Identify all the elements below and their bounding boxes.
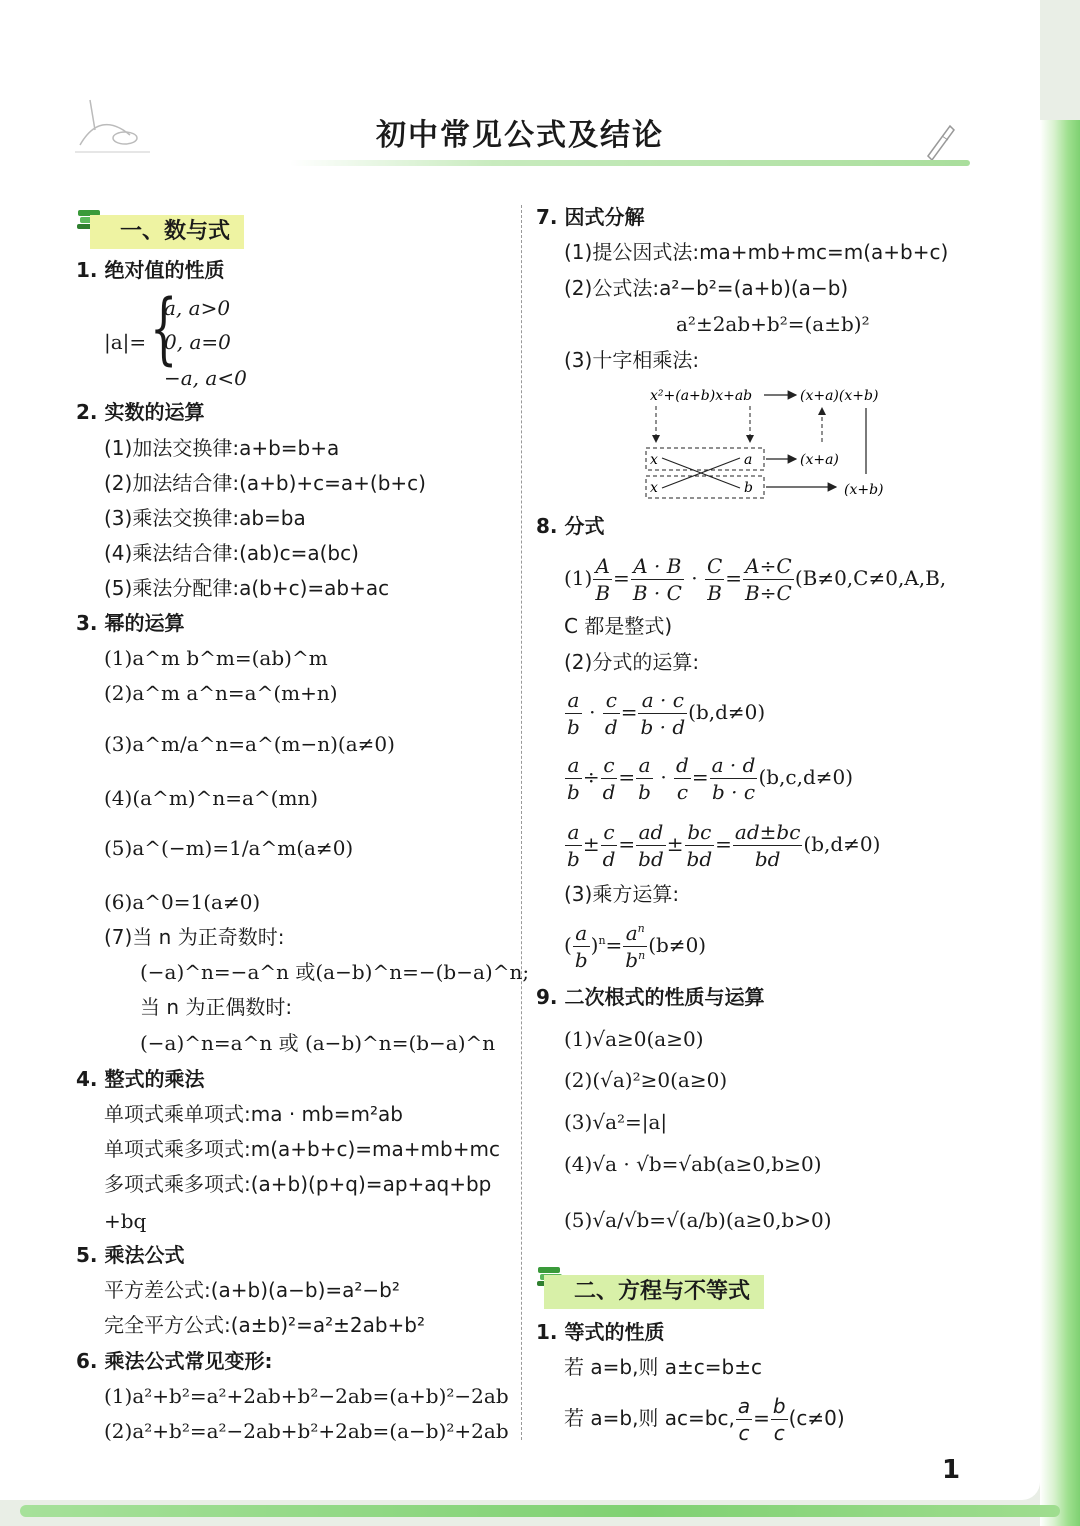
formula-line: (1)a²+b²=a²+2ab+b²−2ab=(a+b)²−2ab [104,1384,509,1408]
item-suffix: (b,d≠0) [803,832,881,856]
formula-line: (−a)^n=a^n 或 (a−b)^n=(b−a)^n [140,1031,496,1055]
item-prefix: 若 a=b,则 ac=bc, [564,1406,735,1430]
page-number: 1 [942,1455,961,1485]
diagram-r2-right: b [744,480,753,496]
brace-symbol: { [150,284,178,374]
formula-line: (4)乘法结合律:(ab)c=a(bc) [104,541,359,565]
diagram-top-result: (x+a)(x+b) [800,388,879,404]
abs-lhs: |a|= [104,330,147,354]
formula-line: (2)(√a)²≥0(a≥0) [564,1068,728,1092]
formula-line: (4)√a · √b=√ab(a≥0,b≥0) [564,1152,822,1176]
formula-line: +bq [104,1209,147,1233]
column-divider [521,205,522,1440]
formula-line: (1)a^m b^m=(ab)^m [104,646,328,670]
item-suffix: (c≠0) [788,1406,845,1430]
formula-line: (2)a^m a^n=a^(m+n) [104,681,338,705]
formula-line: (5)a^(−m)=1/a^m(a≠0) [104,836,354,860]
diagram-r2-result: (x+b) [844,482,884,498]
formula-line: 完全平方公式:(a±b)²=a²±2ab+b² [104,1313,426,1337]
formula-line: 当 n 为正偶数时: [140,995,293,1019]
item-suffix: (b,d≠0) [688,700,766,724]
formula-line: 单项式乘多项式:m(a+b+c)=ma+mb+mc [104,1137,500,1161]
formula-line: 单项式乘单项式:ma · mb=m²ab [104,1102,403,1126]
formula-line: (2)公式法:a²−b²=(a+b)(a−b) [564,276,849,300]
formula-line: C 都是整式) [564,614,673,638]
title-underline [290,160,970,166]
subsection-title: 9. 二次根式的性质与运算 [536,985,765,1009]
abs-case: 0, a=0 [164,330,231,354]
formula-line: (4)(a^m)^n=a^(mn) [104,786,319,810]
formula-line: (5)√a/√b=√(a/b)(a≥0,b>0) [564,1208,832,1232]
green-bottom-edge [20,1505,1060,1517]
cross-multiplication-diagram [640,380,900,505]
formula-line: (3)a^m/a^n=a^(m−n)(a≠0) [104,732,395,756]
fraction-rule-1: (1) $\frac{A}{B}$ = $\frac{A \cdot B}{B \cdot C}$ · $\frac{C}{B}$ = $\frac{A\div C}{B\div C}$ (B≠0,C≠0,A,B, [564,554,947,605]
abs-case: a, a>0 [164,296,231,320]
diagram-top-label: x²+(a+b)x+ab [650,388,753,404]
formula-line: (3)乘方运算: [564,882,680,906]
subsection-title: 8. 分式 [536,514,605,538]
section-heading-equations: 二、方程与不等式 [544,1275,764,1309]
diagram-r2-left: x [650,480,658,496]
formula-line: (−a)^n=−a^n 或(a−b)^n=−(b−a)^n; [140,960,530,984]
subsection-title: 1. 绝对值的性质 [76,258,225,282]
fraction-divide-rule: $\frac{a}{b}$ ÷ $\frac{c}{d}$ = $\frac{a}{b}$ · $\frac{d}{c}$ = $\frac{a \cdot d}{b \cdot c}$ (b,c,d≠0) [567,753,854,804]
formula-line: (5)乘法分配律:a(b+c)=ab+ac [104,576,390,600]
formula-line: 平方差公式:(a+b)(a−b)=a²−b² [104,1278,400,1302]
formula-line: (1)√a≥0(a≥0) [564,1027,704,1051]
formula-line: 若 a=b,则 a±c=b±c [564,1355,762,1379]
item-suffix: (b,c,d≠0) [758,765,854,789]
item-suffix: (b≠0) [648,933,707,957]
diagram-r1-result: (x+a) [800,452,839,468]
section-heading-numbers: 一、数与式 [90,215,244,249]
subsection-title: 1. 等式的性质 [536,1320,665,1344]
subsection-title: 7. 因式分解 [536,205,645,229]
formula-line: 多项式乘多项式:(a+b)(p+q)=ap+aq+bp [104,1172,492,1196]
fraction-add-rule: $\frac{a}{b}$ ± $\frac{c}{d}$ = $\frac{ad}{bd}$ ± $\frac{bc}{bd}$ = $\frac{ad\pm bc}{bd}$ (b,d≠0) [567,820,881,871]
page-title: 初中常见公式及结论 [376,118,664,153]
formula-line: (3)√a²=|a| [564,1110,668,1134]
fraction-multiply-rule: $\frac{a}{b}$ · $\frac{c}{d}$ = $\frac{a \cdot c}{b \cdot d}$ (b,d≠0) [567,688,766,739]
fraction-power-rule: ( $\frac{a}{b}$ )$^n$= $\frac{a^n}{b^n}$ (b≠0) [564,921,707,972]
formula-line: (3)乘法交换律:ab=ba [104,506,306,530]
formula-line: (1)加法交换律:a+b=b+a [104,436,340,460]
item-prefix: (1) [564,566,593,590]
subsection-title: 2. 实数的运算 [76,400,205,424]
formula-line: (1)提公因式法:ma+mb+mc=m(a+b+c) [564,240,949,264]
subsection-title: 4. 整式的乘法 [76,1067,205,1091]
formula-line: a²±2ab+b²=(a±b)² [676,312,870,336]
diagram-r1-right: a [744,452,753,468]
formula-line: (7)当 n 为正奇数时: [104,925,285,949]
item-suffix: (B≠0,C≠0,A,B, [794,566,947,590]
subsection-title: 3. 幂的运算 [76,611,185,635]
formula-line: (2)a²+b²=a²−2ab+b²+2ab=(a−b)²+2ab [104,1419,509,1443]
equation-divide-rule: 若 a=b,则 ac=bc, $\frac{a}{c}$ = $\frac{b}{c}$ (c≠0) [564,1394,845,1445]
formula-line: (3)十字相乘法: [564,348,700,372]
subsection-title: 6. 乘法公式常见变形: [76,1349,273,1373]
diagram-r1-left: x [650,452,658,468]
formula-line: (2)加法结合律:(a+b)+c=a+(b+c) [104,471,426,495]
green-page-edge [1040,120,1080,1526]
abs-case: −a, a<0 [164,366,247,390]
formula-line: (6)a^0=1(a≠0) [104,890,261,914]
subsection-title: 5. 乘法公式 [76,1243,185,1267]
formula-line: (2)分式的运算: [564,650,700,674]
